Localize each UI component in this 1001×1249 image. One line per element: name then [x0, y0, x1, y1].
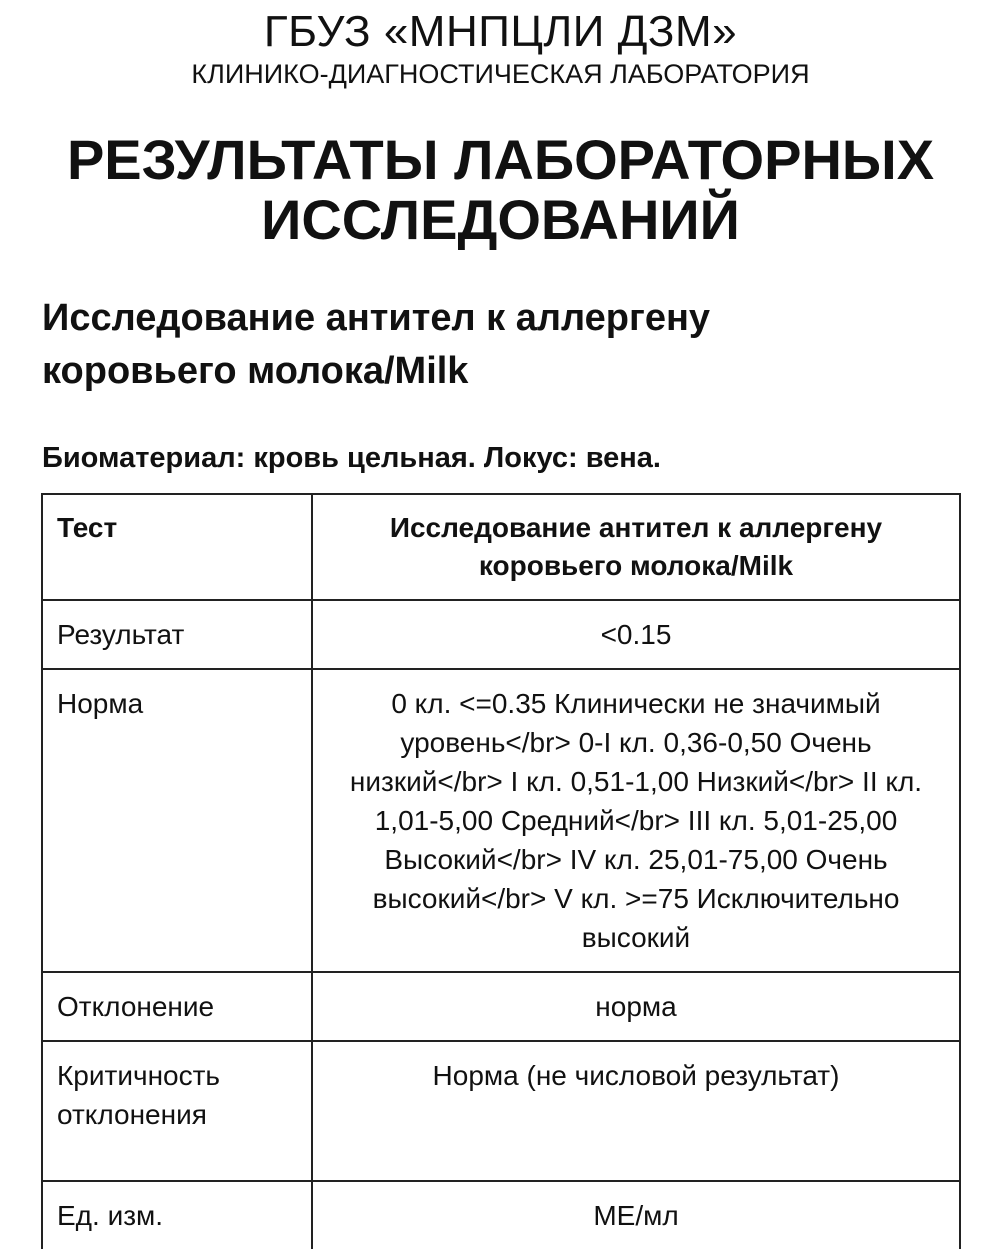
header-label-cell: Тест	[42, 494, 312, 600]
table-row-deviation	[42, 972, 960, 1041]
table-header-row	[42, 494, 960, 600]
study-title-line-1: Исследование антител к аллергену	[42, 297, 711, 339]
biomaterial-info: Биоматериал: кровь цельная. Локус: вена.	[42, 442, 661, 474]
report-title-line-2: ИССЛЕДОВАНИЙ	[261, 188, 740, 251]
laboratory-subtitle: КЛИНИКО-ДИАГНОСТИЧЕСКАЯ ЛАБОРАТОРИЯ	[191, 59, 810, 89]
report-title	[0, 130, 1001, 250]
row-value: <0.15	[312, 600, 960, 669]
results-table	[41, 493, 961, 1249]
table-row-criticality	[42, 1041, 960, 1181]
table-row-norm	[42, 669, 960, 972]
row-label: Результат	[42, 600, 312, 669]
row-label: Критичность отклонения	[42, 1041, 312, 1181]
row-value: Норма (не числовой результат)	[312, 1041, 960, 1181]
row-label: Отклонение	[42, 972, 312, 1041]
row-value: норма	[312, 972, 960, 1041]
table-row-result	[42, 600, 960, 669]
row-label: Норма	[42, 669, 312, 972]
row-value: МЕ/мл	[312, 1181, 960, 1249]
header-value-cell: Исследование антител к аллергену коровьего молока/Milk	[312, 494, 960, 600]
row-value: 0 кл. <=0.35 Клинически не значимый уровень</br> 0-I кл. 0,36-0,50 Очень низкий</br> I кл. 0,51-1,00 Низкий</br> II кл. 1,01-5,00 Средний</br> III кл. 5,01-25,00 Высокий</br> IV кл. 25,01-75,00 Очень высокий</br> V кл. >=75 Исключительно высокий	[312, 669, 960, 972]
study-title-line-2: коровьего молока/Milk	[42, 350, 469, 392]
report-title-line-1: РЕЗУЛЬТАТЫ ЛАБОРАТОРНЫХ	[66, 128, 935, 191]
organization-name: ГБУЗ «МНПЦЛИ ДЗМ»	[263, 7, 738, 56]
study-title	[42, 292, 962, 398]
table-row-unit	[42, 1181, 960, 1249]
row-label: Ед. изм.	[42, 1181, 312, 1249]
